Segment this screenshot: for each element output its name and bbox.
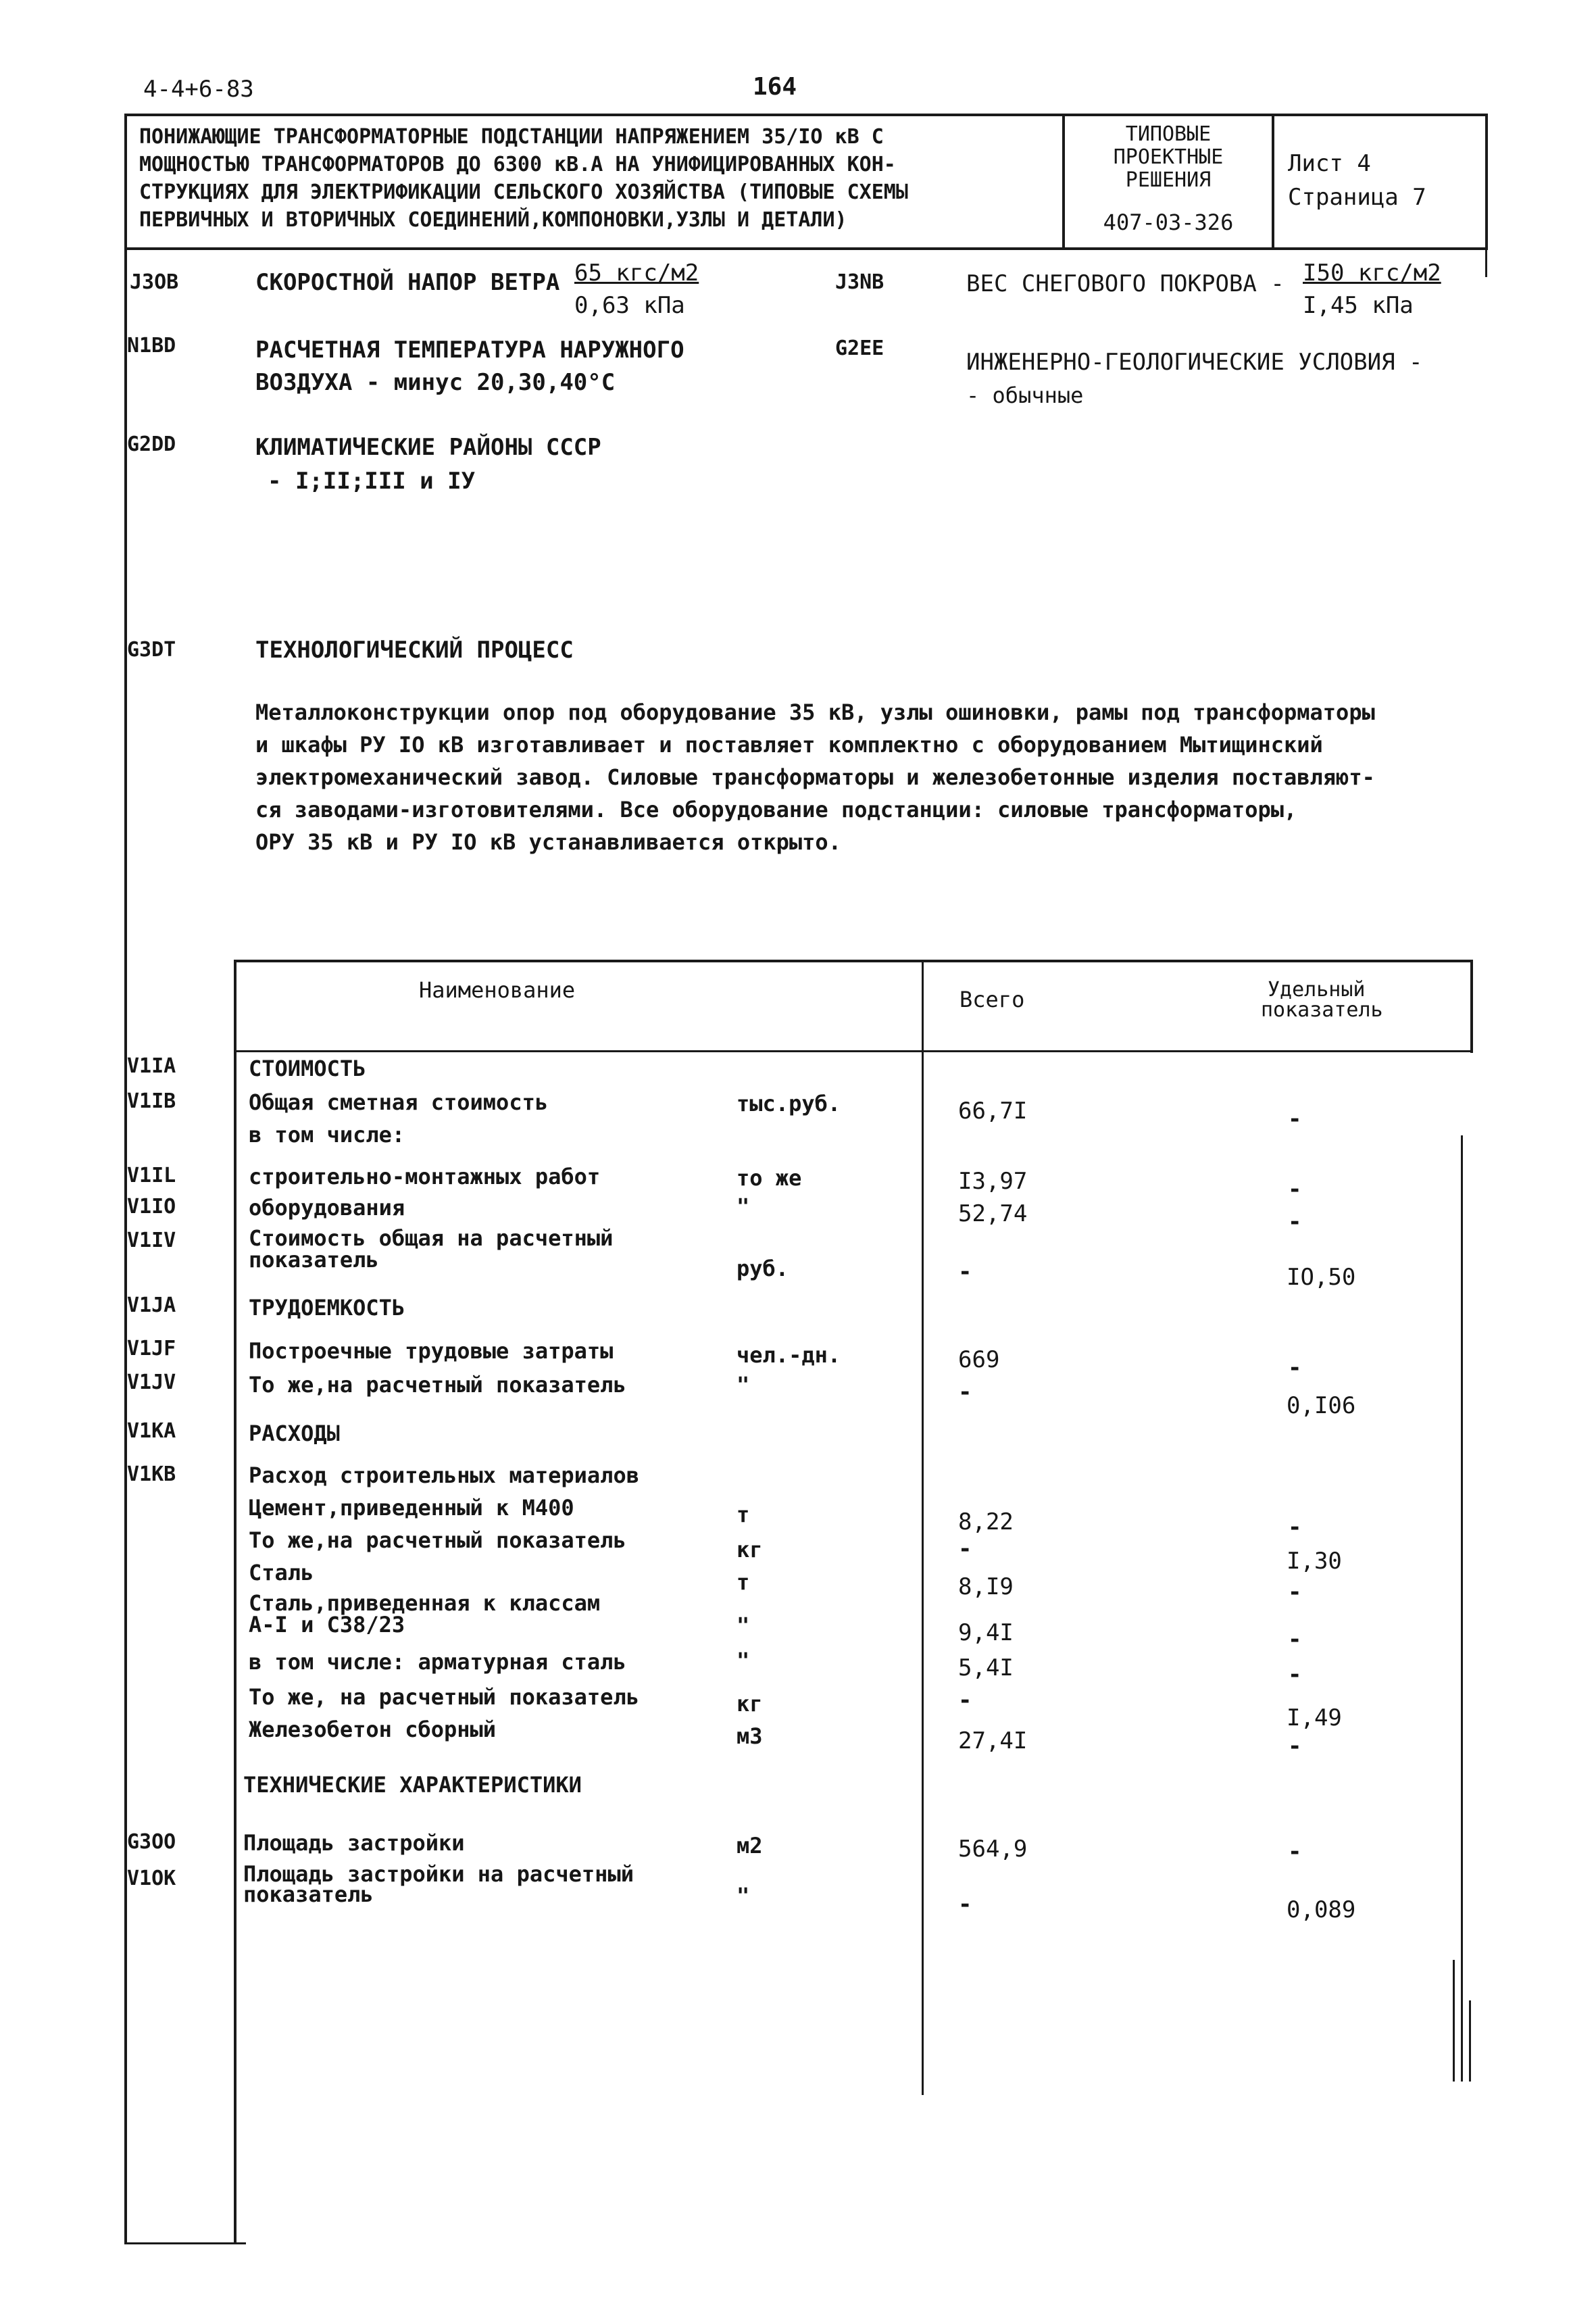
row-unit: " [737, 1648, 750, 1673]
row-name: То же,на расчетный показатель [249, 1372, 626, 1398]
climate-code: G2DD [127, 433, 176, 456]
header-total: Всего [959, 987, 1025, 1012]
row-specific: I,30 [1287, 1548, 1342, 1575]
row-unit: то же [737, 1165, 802, 1191]
row-unit: тыс.руб. [737, 1091, 841, 1116]
row-code: V1IO [127, 1195, 176, 1218]
row-total: 669 [958, 1346, 1000, 1373]
row-specific: - [1288, 1733, 1302, 1760]
header-name: Наименование [419, 977, 576, 1003]
row-name: строительно-монтажных работ [249, 1164, 601, 1189]
process-text: Металлоконструкции опор под оборудование 35 кВ, узлы ошиновки, рамы под трансформаторы и шкафы РУ IO кВ изготавливает и поставляет комплектно с оборудованием Мытищинский электромеханический завод. Силовые трансформаторы и железобетонные изделия поставляют- ся заводами-изготовителями. Все оборудование подстанции: силовые трансформаторы, ОРУ 35 кВ и РУ IO кВ устанавливается открыто. [255, 699, 1375, 855]
row-name: Построечные трудовые затраты [249, 1338, 614, 1364]
row-specific: IO,50 [1287, 1264, 1356, 1291]
geo-code: G2EE [835, 337, 884, 360]
row-specific: I,49 [1287, 1704, 1342, 1731]
row-unit: руб. [737, 1256, 789, 1281]
row-name: Площадь застройки [243, 1830, 465, 1856]
row-name: То же, на расчетный показатель [249, 1684, 639, 1710]
row-unit: " [737, 1613, 750, 1638]
row-unit: кг [737, 1537, 763, 1562]
row-name: Площадь застройки на расчетный показатель [243, 1861, 634, 1907]
temp-line-2: ВОЗДУХА - минус 20,30,40°С [255, 369, 616, 396]
wind-value: 65 кгс/м2 [574, 260, 699, 287]
geo-line-2: - обычные [966, 383, 1084, 408]
row-specific: - [1288, 1626, 1302, 1653]
row-unit: м2 [737, 1833, 763, 1858]
row-specific: 0,089 [1287, 1896, 1356, 1923]
snow-value-si: I,45 кПа [1303, 292, 1414, 319]
snow-label: ВЕС СНЕГОВОГО ПОКРОВА - [966, 270, 1285, 297]
row-total: 564,9 [958, 1836, 1028, 1863]
row-name: оборудования [249, 1195, 405, 1221]
document-code: 4-4+6-83 [143, 76, 254, 103]
row-code: V1KB [127, 1462, 176, 1486]
sheet-number: Лист 4 [1288, 150, 1371, 177]
section-cost: СТОИМОСТЬ [249, 1056, 366, 1081]
row-code: V1JV [127, 1371, 176, 1394]
row-unit: " [737, 1372, 750, 1398]
row-name: Сталь [249, 1560, 314, 1585]
row-specific: - [1288, 1838, 1302, 1865]
row-unit: т [737, 1569, 750, 1595]
row-total: 5,4I [958, 1654, 1014, 1681]
row-total: - [958, 1535, 972, 1562]
row-specific: - [1288, 1176, 1302, 1203]
climate-line-1: КЛИМАТИЧЕСКИЕ РАЙОНЫ СССР [255, 434, 601, 461]
bottom-line [124, 2242, 246, 2244]
row-name: Стоимость общая на расчетный показатель [249, 1225, 614, 1273]
section-tech: ТЕХНИЧЕСКИЕ ХАРАКТЕРИСТИКИ [243, 1772, 582, 1798]
row-specific: 0,I06 [1287, 1392, 1356, 1419]
row-code: V1IB [127, 1089, 176, 1113]
page-number: 164 [753, 73, 797, 101]
row-code: G3OO [127, 1830, 176, 1854]
row-total: 8,I9 [958, 1573, 1014, 1600]
row-code: V1IV [127, 1229, 176, 1252]
process-heading: ТЕХНОЛОГИЧЕСКИЙ ПРОЦЕСС [255, 637, 574, 664]
row-code: V1KA [127, 1419, 176, 1443]
climate-line-2: - I;II;III и IУ [268, 468, 476, 495]
row-unit: чел.-дн. [737, 1342, 841, 1368]
right-margin-line [1485, 250, 1487, 277]
header-specific: Удельный показатель [1261, 978, 1383, 1022]
row-specific: - [1288, 1354, 1302, 1381]
row-total: - [958, 1258, 972, 1285]
row-code: V1IA [127, 1054, 176, 1078]
row-name: То же,на расчетный показатель [249, 1527, 626, 1553]
row-total: 8,22 [958, 1508, 1014, 1535]
row-total: - [958, 1687, 972, 1714]
section-labor: ТРУДОЕМКОСТЬ [249, 1295, 405, 1321]
snow-value: I50 кгс/м2 [1303, 260, 1441, 287]
row-total: - [958, 1379, 972, 1406]
title-text: ПОНИЖАЮЩИЕ ТРАНСФОРМАТОРНЫЕ ПОДСТАНЦИИ НАПРЯЖЕНИЕМ 35/IO кВ С МОЩНОСТЬЮ ТРАНСФОРМАТОРОВ ДО 6300 кВ.А НА УНИФИЦИРОВАННЫХ КОН- СТРУКЦИЯХ ДЛЯ ЭЛЕКТРИФИКАЦИИ СЕЛЬСКОГО ХОЗЯЙСТВА (ТИПОВЫЕ СХЕМЫ ПЕРВИЧНЫХ И ВТОРИЧНЫХ СОЕДИНЕНИЙ,КОМПОНОВКИ,УЗЛЫ И ДЕТАЛИ) [139, 125, 908, 232]
series-label: ТИПОВЫЕ ПРОЕКТНЫЕ РЕШЕНИЯ [1113, 122, 1224, 192]
row-code: V1JF [127, 1337, 176, 1360]
row-total: 66,7I [958, 1098, 1028, 1125]
temp-code: N1BD [127, 334, 176, 358]
row-name: Общая сметная стоимость [249, 1089, 549, 1115]
row-code: V1JA [127, 1294, 176, 1317]
wind-code: J3OB [130, 270, 179, 294]
wind-label: СКОРОСТНОЙ НАПОР ВЕТРА [255, 269, 560, 296]
snow-code: J3NB [835, 270, 884, 294]
row-unit: м3 [737, 1723, 763, 1749]
wind-value-si: 0,63 кПа [574, 292, 685, 319]
row-total: I3,97 [958, 1168, 1028, 1195]
row-name: в том числе: [249, 1122, 405, 1148]
row-unit: т [737, 1502, 750, 1527]
row-code: V1OK [127, 1867, 176, 1890]
series-number: 407-03-326 [1103, 210, 1234, 235]
section-expenses: РАСХОДЫ [249, 1421, 340, 1446]
row-name: Расход строительных материалов [249, 1462, 639, 1488]
row-name: Железобетон сборный [249, 1717, 497, 1742]
row-unit: кг [737, 1691, 763, 1717]
row-total: 52,74 [958, 1200, 1028, 1227]
row-total: 9,4I [958, 1619, 1014, 1646]
row-specific: - [1288, 1661, 1302, 1688]
row-name: Цемент,приведенный к М400 [249, 1495, 574, 1521]
row-specific: - [1288, 1208, 1302, 1235]
process-code: G3DT [127, 638, 176, 662]
row-name: Сталь,приведенная к классам А-I и С38/23 [249, 1590, 601, 1638]
geo-line-1: ИНЖЕНЕРНО-ГЕОЛОГИЧЕСКИЕ УСЛОВИЯ - [966, 349, 1423, 376]
row-specific: - [1288, 1106, 1302, 1133]
temp-line-1: РАСЧЕТНАЯ ТЕМПЕРАТУРА НАРУЖНОГО [255, 337, 684, 364]
row-specific: - [1288, 1579, 1302, 1606]
row-total: 27,4I [958, 1727, 1028, 1754]
row-name: в том числе: арматурная сталь [249, 1649, 626, 1675]
page-label: Страница 7 [1288, 184, 1426, 211]
row-code: V1IL [127, 1164, 176, 1187]
row-unit: " [737, 1193, 750, 1219]
row-total: - [958, 1891, 972, 1918]
row-unit: " [737, 1883, 750, 1909]
row-specific: - [1288, 1514, 1302, 1541]
